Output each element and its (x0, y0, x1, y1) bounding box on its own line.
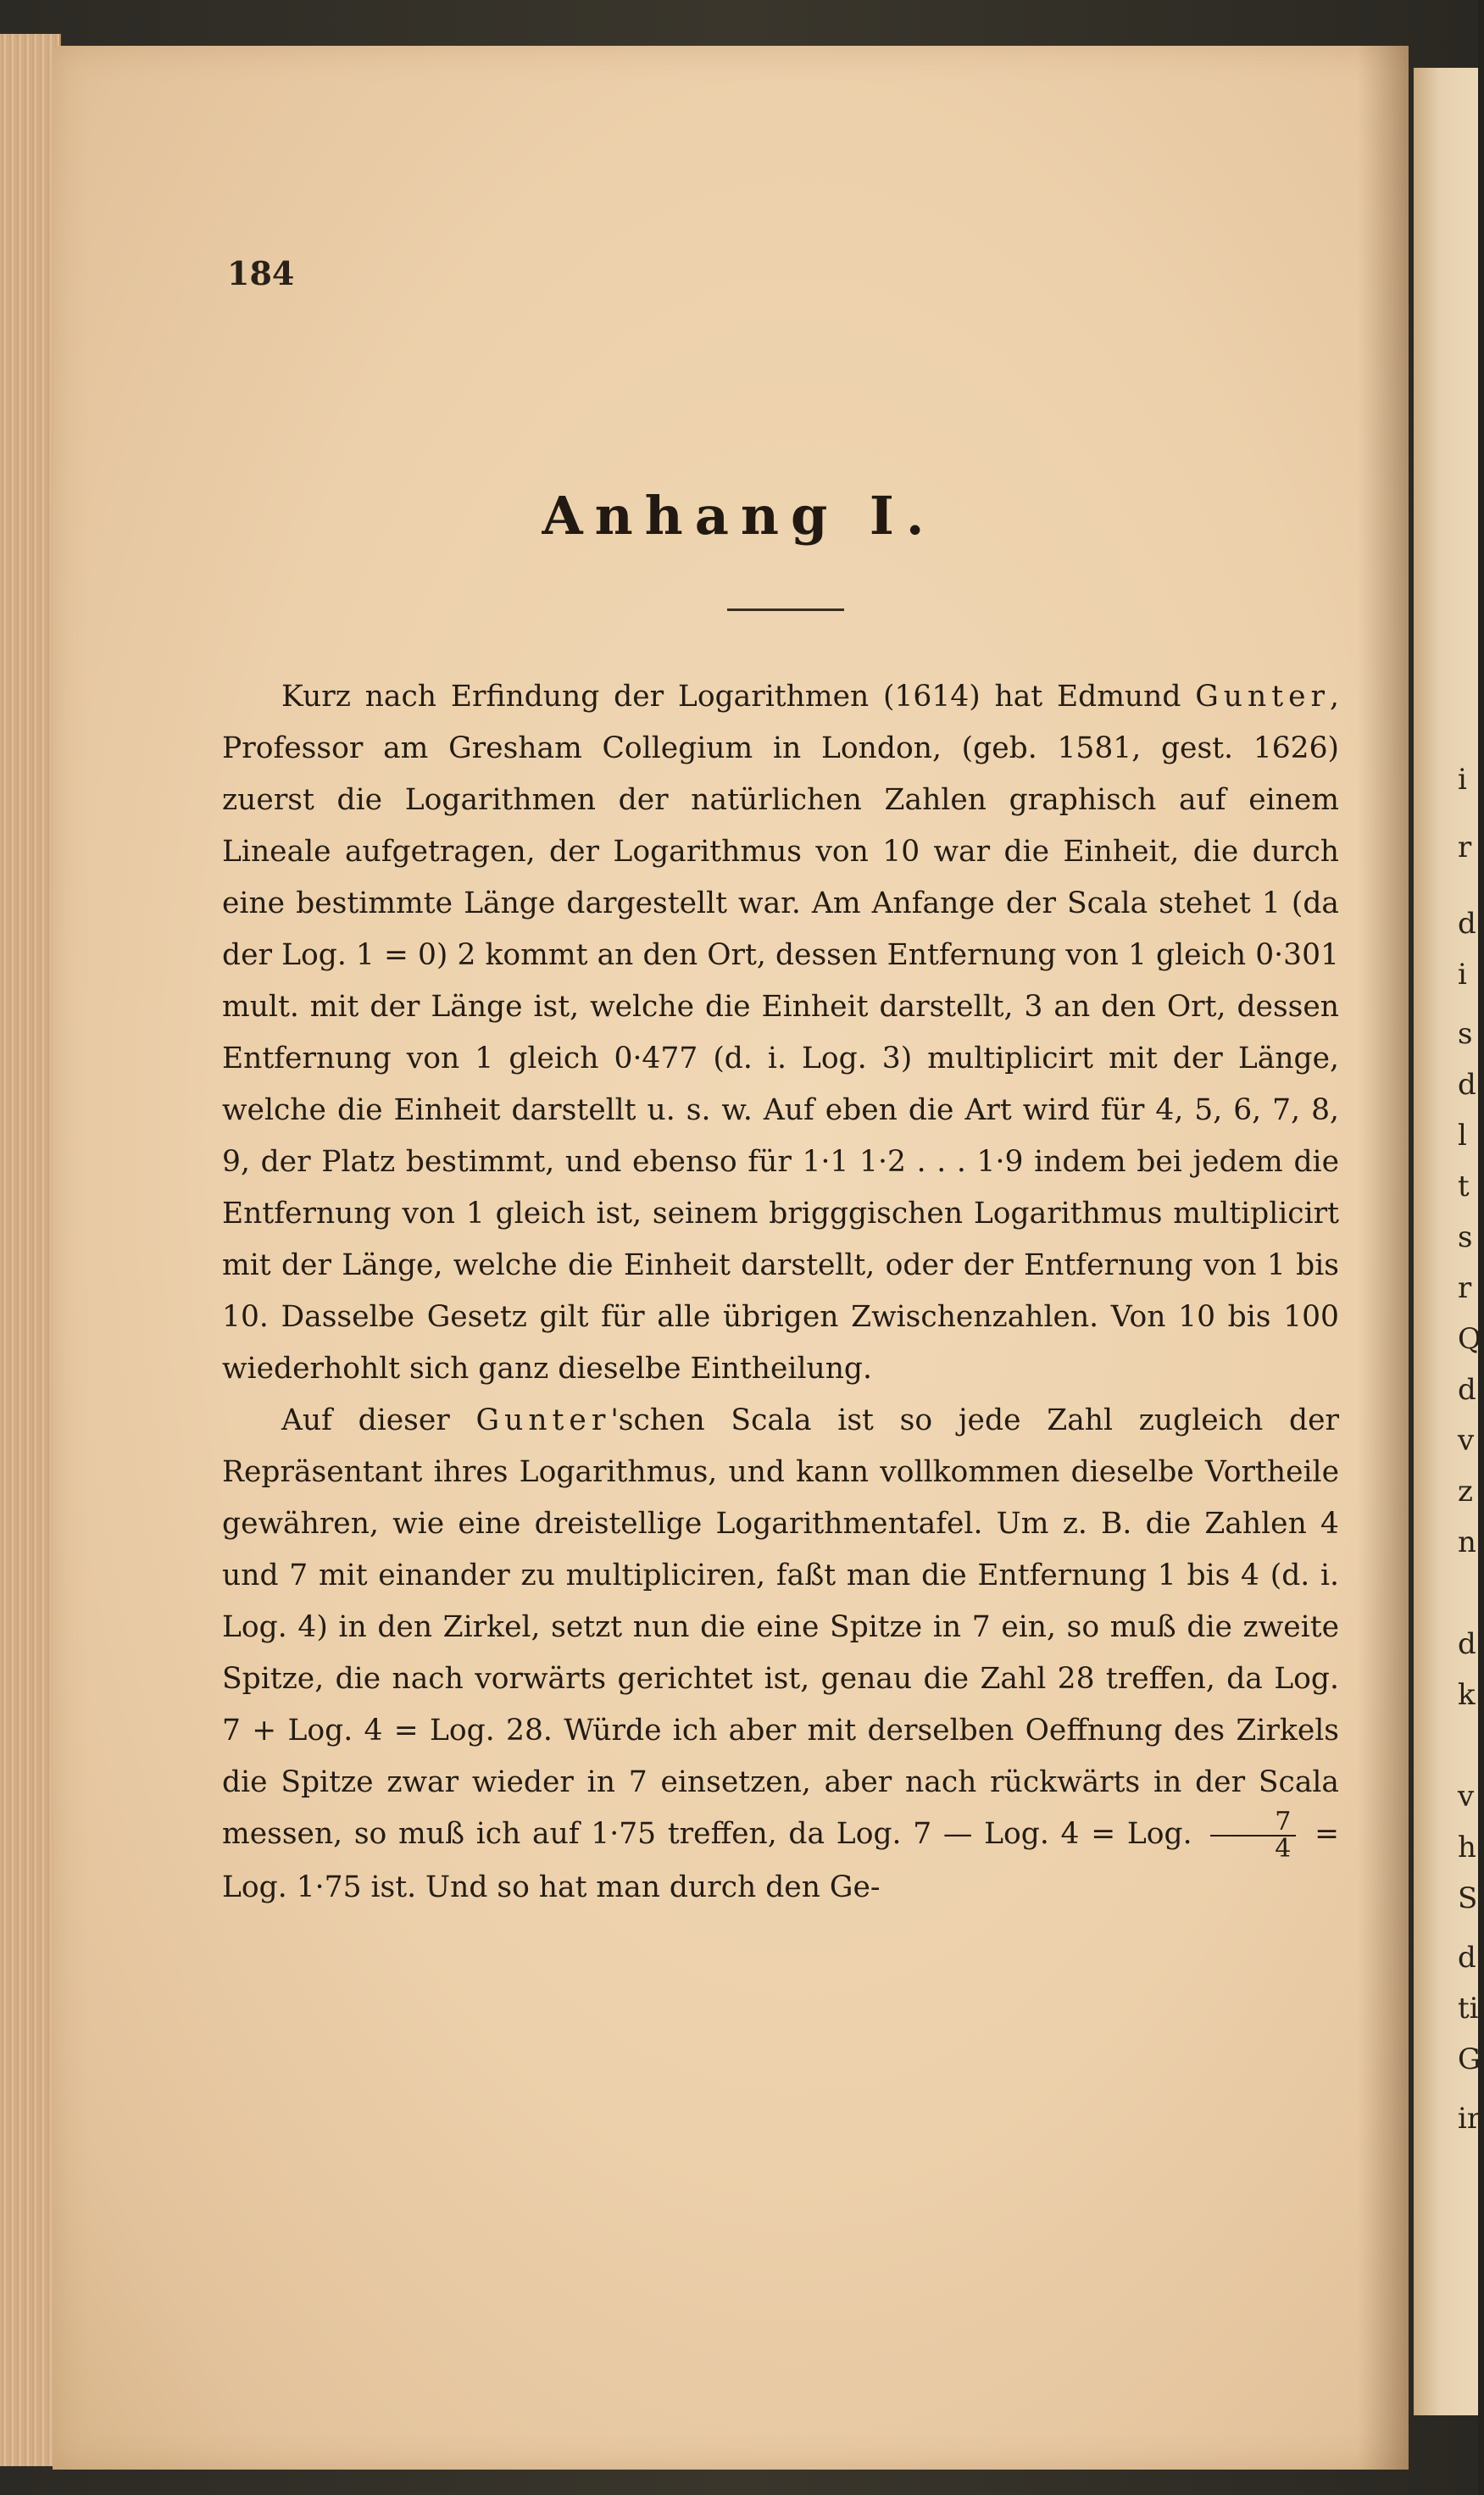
next-page-fragment: ti (1458, 1992, 1479, 2025)
paragraph-text: = Log. 1·75 ist. Und so hat man durch den Ge- (222, 1817, 1339, 1904)
next-page-fragment: i (1458, 763, 1467, 797)
next-page-fragment: k. (1458, 1678, 1484, 1712)
appendix-heading: Anhang I. (542, 485, 937, 547)
next-page-fragment: l (1458, 1119, 1467, 1153)
next-page-fragment: z (1458, 1475, 1473, 1509)
next-page-fragment: r (1458, 831, 1472, 864)
paragraph-text: , Professor am Gresham Collegium in London, (geb. 1581, gest. 1626) zuerst die Logarithmen der natürlichen Zahlen graphisch auf einem Lineale aufgetragen, der Logarithmus von 10 war die Einheit, die durch eine bestimmte Länge dargestellt war. Am Anfange der Scala stehet 1 (da der Log. 1 = 0) 2 kommt an den Ort, dessen Entfernung von 1 gleich 0·301 mult. mit der Länge ist, welche die Einheit darstellt, 3 an den Ort, dessen Entfernung von 1 gleich 0·477 (d. i. Log. 3) multiplicirt mit der Länge, welche die Einheit darstellt u. s. w. Auf eben die Art wird für 4, 5, 6, 7, 8, 9, der Platz bestimmt, und ebenso für 1·1 1·2 . . . 1·9 indem bei jedem die Entfernung von 1 gleich ist, seinem brigggischen Logarithmus multiplicirt mit der Länge, welche die Einheit darstellt, oder der Entfernung von 1 bis 10. Dasselbe Gesetz gilt für alle übrigen Zwischenzahlen. Von 10 bis 100 wiederhohlt sich ganz dieselbe Eintheilung. (222, 680, 1339, 1386)
person-name: Gunter (475, 1403, 611, 1437)
next-page-fragment: Q (1458, 1322, 1481, 1356)
next-page-fragment: h (1458, 1831, 1476, 1864)
paragraph-text: Auf dieser (281, 1403, 476, 1437)
fraction-denominator: 4 (1275, 1833, 1292, 1864)
next-page-fragment: v (1458, 1780, 1475, 1814)
person-name: Gunter (1195, 680, 1331, 714)
next-page-fragment: s (1458, 1017, 1473, 1051)
next-page-fragment: r (1458, 1271, 1472, 1305)
page-number: 184 (227, 254, 295, 292)
next-page-fragment: d (1458, 1068, 1476, 1102)
paragraph-2 (222, 1395, 1339, 1914)
paragraph-1 (222, 671, 1339, 1395)
next-page-fragment: d (1458, 1627, 1476, 1661)
paragraph-text: Kurz nach Erfindung der Logarithmen (1614) hat Edmund (281, 680, 1196, 714)
heading-rule (727, 608, 844, 611)
next-page-fragment: t (1458, 1170, 1470, 1203)
next-page-fragment: d (1458, 907, 1476, 941)
next-page-fragment: s (1458, 1220, 1473, 1254)
next-page-fragment: n (1458, 1525, 1476, 1559)
page-gutter-shadow (1358, 46, 1409, 2470)
fraction-numerator: 7 (1210, 1809, 1296, 1837)
fraction (1210, 1806, 1296, 1864)
next-page-fragment: ir (1458, 2102, 1481, 2136)
next-page-fragment: S (1458, 1881, 1478, 1915)
next-page-fragment: d (1458, 1373, 1476, 1407)
next-page-fragment: v (1458, 1424, 1475, 1458)
next-page-fragment: i (1458, 958, 1467, 992)
next-page-strip (1414, 68, 1484, 2415)
paragraph-text: 'schen Scala ist so jede Zahl zugleich der Repräsentant ihres Logarithmus, und kann vollkommen dieselbe Vortheile gewähren, wie eine dreistellige Logarithmentafel. Um z. B. die Zahlen 4 und 7 mit einander zu multipliciren, faßt man die Entfernung 1 bis 4 (d. i. Log. 4) in den Zirkel, setzt nun die eine Spitze in 7 ein, so muß die zweite Spitze, die nach vorwärts gerichtet ist, genau die Zahl 28 treffen, da Log. 7 + Log. 4 = Log. 28. Würde ich aber mit derselben Oeffnung des Zirkels die Spitze zwar wieder in 7 einsetzen, aber nach rückwärts in der Scala messen, so muß ich auf 1·75 treffen, da Log. 7 — Log. 4 = Log. (222, 1403, 1339, 1851)
next-page-fragment: G (1458, 2042, 1481, 2076)
next-page-fragment: d (1458, 1941, 1476, 1975)
body-text (222, 671, 1339, 1914)
